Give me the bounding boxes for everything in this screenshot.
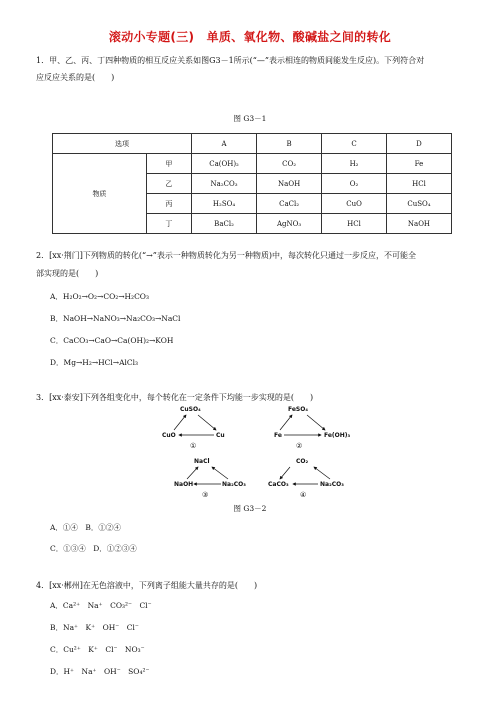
diagram-1-left: CuO <box>162 432 176 439</box>
q3-figure-label: 图 G3－2 <box>233 504 267 513</box>
table-cell: HCl <box>322 214 387 234</box>
q4-option-b: B．Na⁺ K⁺ OH⁻ Cl⁻ <box>50 623 139 632</box>
diagram-2-number: ② <box>296 442 303 450</box>
diagram-4-left: CaCO₃ <box>268 481 289 488</box>
table-cell: Fe <box>386 154 451 174</box>
table-cell: CuSO₄ <box>386 194 451 214</box>
diagram-1 <box>162 406 225 450</box>
diagram-2-right: Fe(OH)₃ <box>324 432 351 439</box>
diagram-3-left: NaOH <box>174 481 194 488</box>
q4-option-d: D．H⁺ Na⁺ OH⁻ SO₄²⁻ <box>50 667 150 676</box>
table-cell: BaCl₂ <box>191 214 256 234</box>
diagram-4-number: ④ <box>300 491 307 499</box>
q3-stem-line1: 3．[xx·泰安]下列各组变化中，每个转化在一定条件下均能一步实现的是( ) <box>36 393 314 402</box>
q4-option-a: A．Ca²⁺ Na⁺ CO₃²⁻ Cl⁻ <box>50 601 152 610</box>
table-row-label: 甲 <box>146 154 191 174</box>
diagram-1-top: CuSO₄ <box>180 406 201 413</box>
table-cell: Ca(OH)₂ <box>191 154 256 174</box>
q2-option-d: D．Mg→H₂→HCl→AlCl₃ <box>50 358 139 367</box>
table-cell: NaOH <box>257 174 322 194</box>
diagram-3-number: ③ <box>202 491 209 499</box>
table-header-cell: C <box>322 134 387 154</box>
q2-option-c: C．CaCO₃→CaO→Ca(OH)₂→KOH <box>50 336 174 345</box>
diagram-3-top: NaCl <box>194 458 210 465</box>
table-cell: H₂SO₄ <box>191 194 256 214</box>
diagram-4-top: CO₂ <box>296 458 309 465</box>
q4-option-c: C．Cu²⁺ K⁺ Cl⁻ NO₃⁻ <box>50 645 145 654</box>
table-cell: O₂ <box>322 174 387 194</box>
diagram-1-number: ① <box>190 442 197 450</box>
q2-option-b: B．NaOH→NaNO₃→Na₂CO₃→NaCl <box>50 314 181 323</box>
table-row-label: 乙 <box>146 174 191 194</box>
table-cell: H₂ <box>322 154 387 174</box>
q1-stem-line2: 应反应关系的是( ) <box>36 73 115 82</box>
diagram-4 <box>268 458 344 499</box>
q3-option-line1: A．①④ B．①②④ <box>50 523 121 532</box>
table-row-label: 丙 <box>146 194 191 214</box>
table-header-cell: B <box>257 134 322 154</box>
table-row-label: 丁 <box>146 214 191 234</box>
table-row <box>53 154 452 174</box>
diagram-3 <box>174 458 246 499</box>
diagram-2 <box>274 406 351 450</box>
table-cell: AgNO₃ <box>257 214 322 234</box>
q2-stem-line2: 部实现的是( ) <box>36 269 99 278</box>
q1-options-table <box>52 133 452 234</box>
table-cell: NaOH <box>386 214 451 234</box>
q1-figure-label: 图 G3－1 <box>233 114 267 123</box>
q2-stem-line1: 2．[xx·荆门]下列物质的转化(“→”表示一种物质转化为另一种物质)中，每次转化只通过一步反应，不可能全 <box>36 251 417 260</box>
q3-option-line2: C．①③④ D．①②③④ <box>50 544 137 553</box>
diagram-1-right: Cu <box>216 432 225 439</box>
q3-conversion-diagrams <box>160 401 370 499</box>
table-cell: HCl <box>386 174 451 194</box>
q1-stem-line1: 1．甲、乙、丙、丁四种物质的相互反应关系如图G3－1所示(“—”表示相连的物质间能发生反应)。下列符合对 <box>36 56 425 65</box>
table-header-cell: A <box>191 134 256 154</box>
diagram-2-top: FeSO₄ <box>288 406 308 413</box>
table-group-label: 物质 <box>53 154 147 234</box>
page-title: 滚动小专题(三) 单质、氧化物、酸碱盐之间的转化 <box>108 30 392 44</box>
table-header-cell: D <box>386 134 451 154</box>
table-cell: CuO <box>322 194 387 214</box>
q4-stem-line1: 4．[xx·郴州]在无色溶液中，下列离子组能大量共存的是( ) <box>36 581 258 590</box>
table-header-cell: 选项 <box>53 134 192 154</box>
diagram-4-right: Na₂CO₃ <box>320 481 344 488</box>
table-cell: CaCl₂ <box>257 194 322 214</box>
table-cell: CO₂ <box>257 154 322 174</box>
q2-option-a: A．H₂O₂→O₂→CO₂→H₂CO₃ <box>50 292 149 301</box>
table-cell: Na₂CO₃ <box>191 174 256 194</box>
diagram-3-right: Na₂CO₃ <box>222 481 246 488</box>
table-header-row <box>53 134 452 154</box>
diagram-2-left: Fe <box>274 432 282 439</box>
